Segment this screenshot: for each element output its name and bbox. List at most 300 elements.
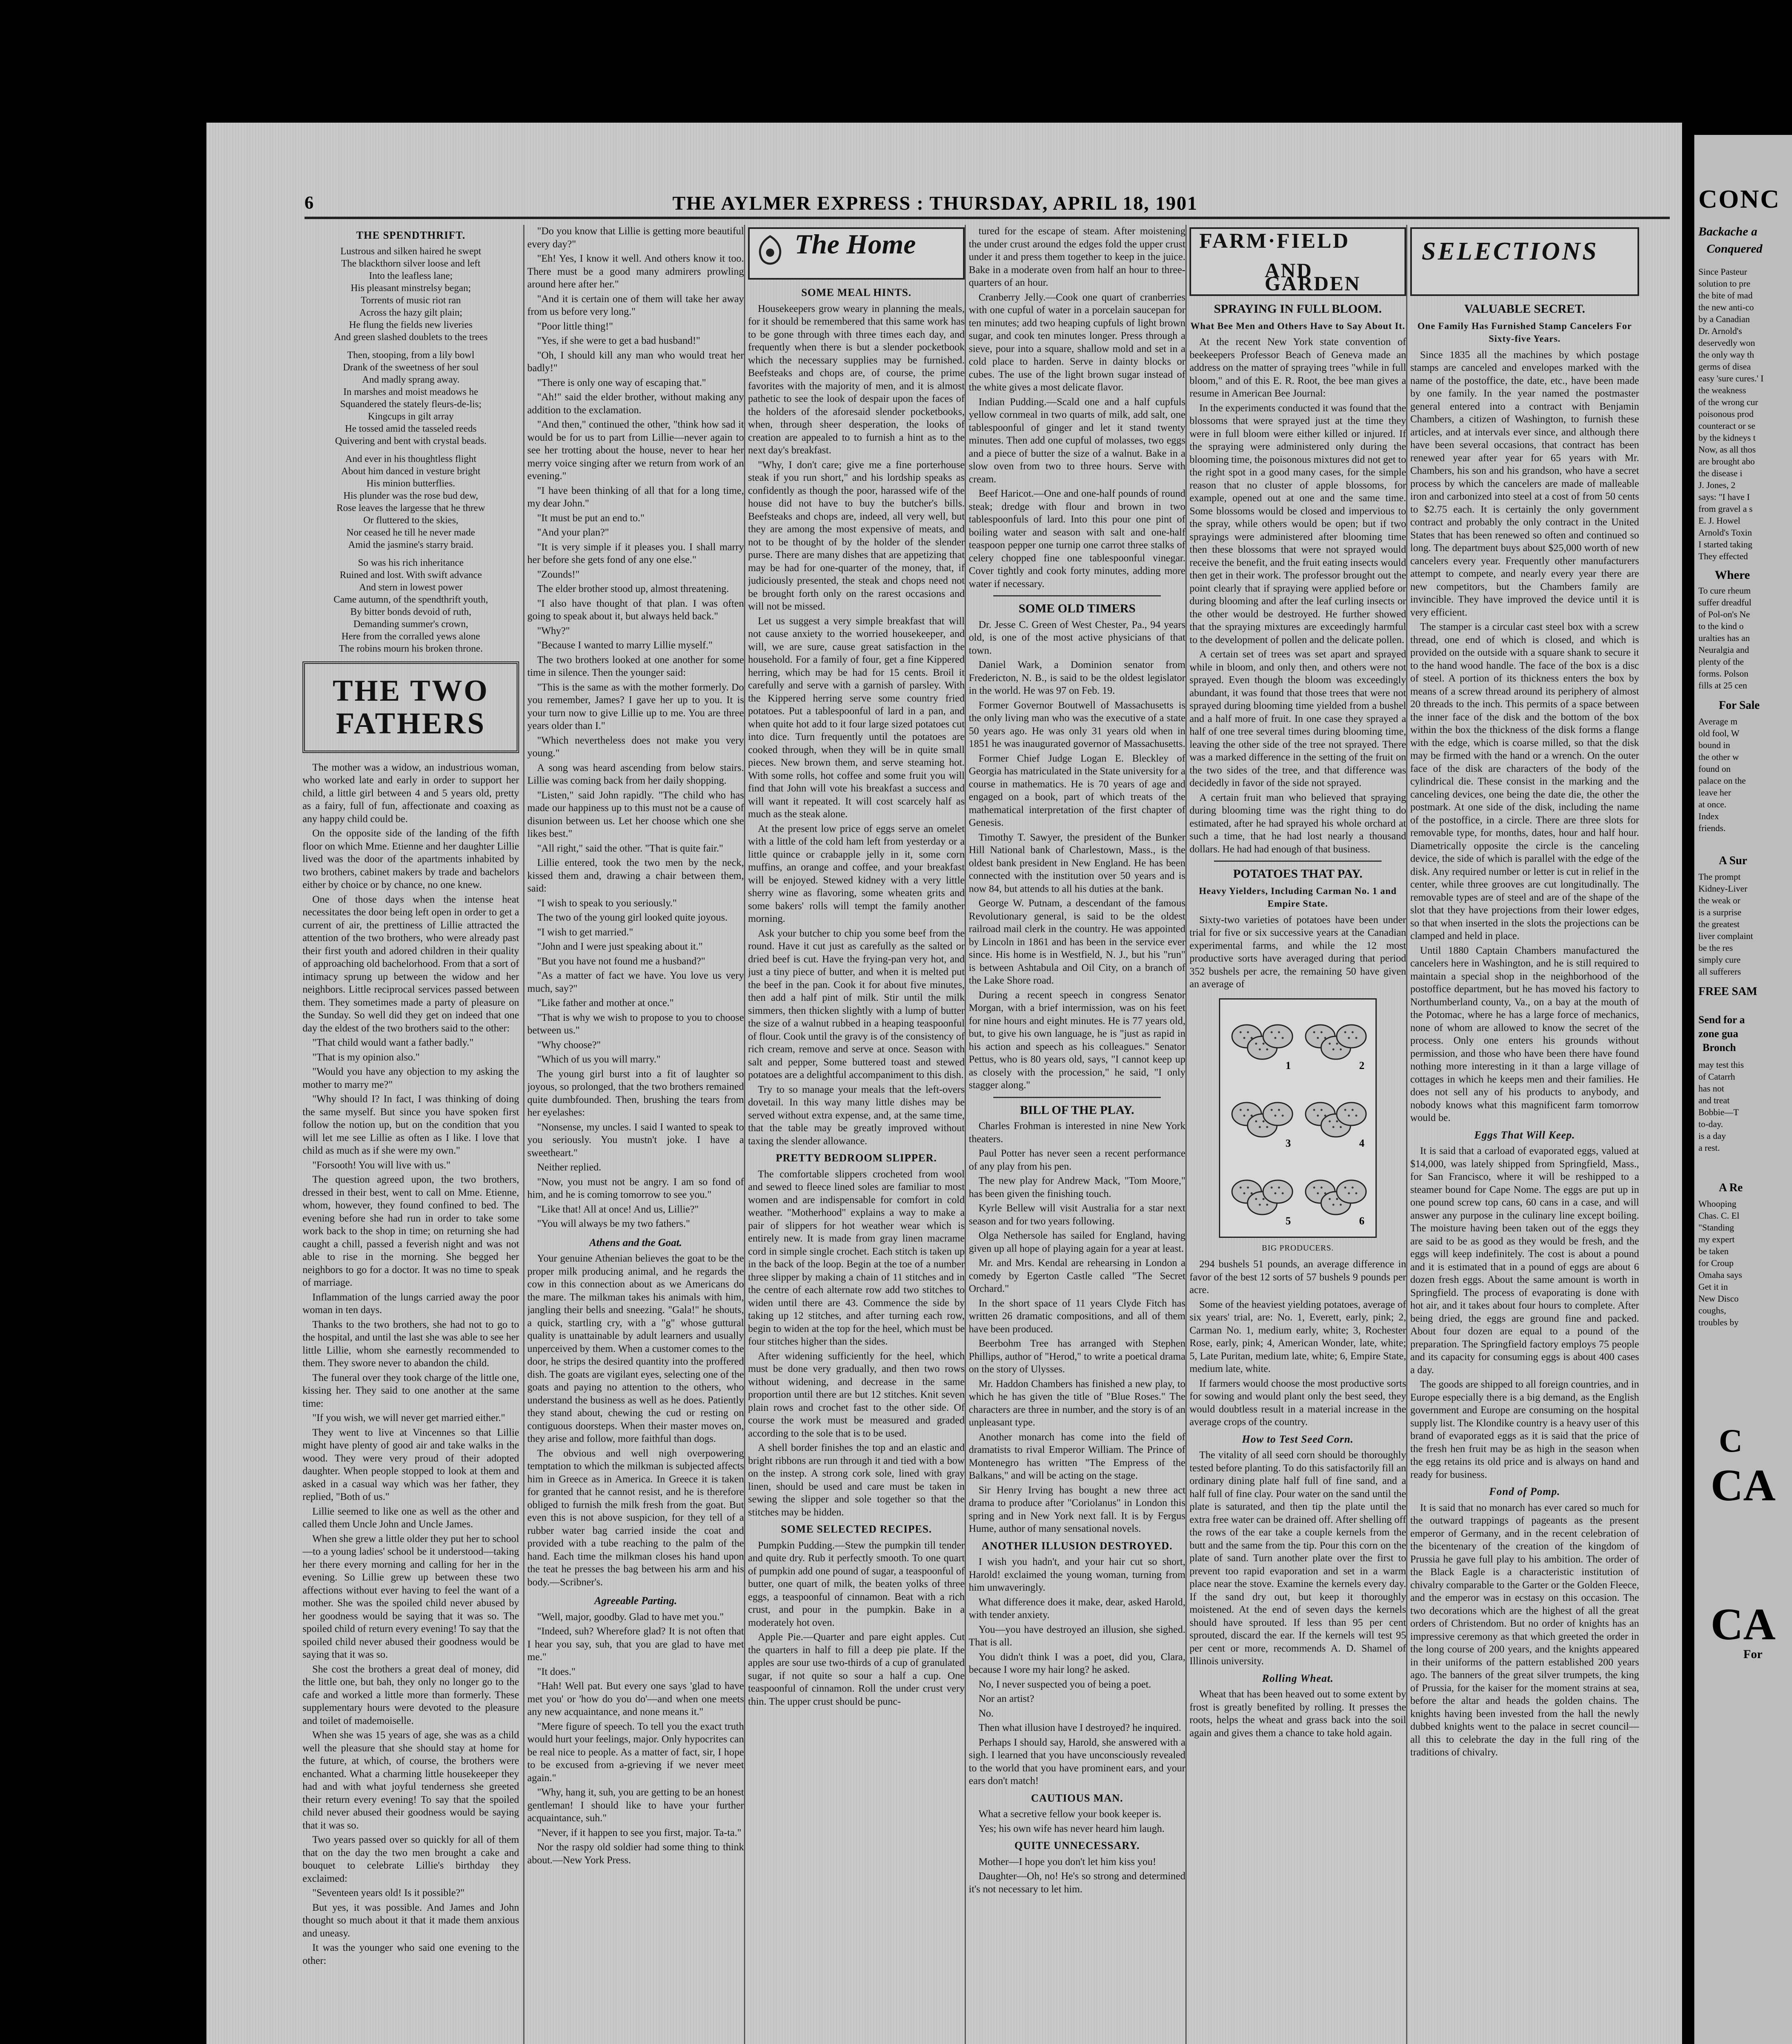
potato-eye <box>1278 1109 1280 1111</box>
text-line: the only way th <box>1698 350 1754 360</box>
poem-title: THE SPENDTHRIFT. <box>356 229 466 241</box>
text-line: a rest. <box>1698 1143 1720 1153</box>
text-line: bound in <box>1698 740 1730 750</box>
text-line: Chas. C. El <box>1698 1210 1740 1221</box>
paragraph: Some of the heaviest yielding potatoes, average of six years' trial, are: No. 1, Everett, early, pink; 2, Carman No. 1, medium early, white; 3, Rochester Rose, early, pink; 4, American Wonder, late, white; 5, Late Puritan, medium late, white; 6, Empire State, medium late, white. <box>1189 1299 1406 1374</box>
poem-line: Into the leafless lane; <box>369 270 453 281</box>
potato-eye <box>1263 1198 1265 1200</box>
paragraph: "That child would want a father badly." <box>312 1037 474 1048</box>
text-line: of the wrong cur <box>1698 397 1758 407</box>
paragraph: "Eh! Yes, I know it well. And others know it too. There must be a good many admirers prowling around here after her." <box>527 253 744 290</box>
potato-eye <box>1243 1114 1245 1116</box>
paragraph: Apple Pie.—Quarter and pare eight apples. Cut the quarters in half to fill a deep pie plate. If the apples are sour use two-thirds of a cup of granulated sugar, if not quite so sour a half a cup. One teaspoonful of cinnamon. Roll the under crust very thin. The upper crust should be punc- <box>748 1632 965 1707</box>
paragraph: If farmers would choose the most productive sorts for sowing and would plant only the best seed, they would doubtless result in a material increase in the average crops of the country. <box>1189 1378 1406 1428</box>
recipe-continued: tured for the escape of steam. After moistening the under crust around the edges fold the upper crust under it and press them together to keep in the juice. Bake in a moderate oven from half an hour to three-quarters of an hour. <box>969 226 1185 288</box>
text-line: germs of disea <box>1698 361 1751 372</box>
poem-spendthrift <box>302 245 519 655</box>
poem-line: Amid the jasmine's starry braid. <box>348 539 474 550</box>
paragraph: "Yes, if she were to get a bad husband!" <box>537 335 701 346</box>
selections-logo-text: SELECTIONS <box>1422 238 1599 265</box>
article-valuable-secret <box>1410 349 1639 1125</box>
potato-eye <box>1271 1031 1273 1033</box>
potato-eye <box>1240 1031 1242 1033</box>
text-line: by a Canadian <box>1698 314 1750 324</box>
article-agreeable-parting <box>527 1611 744 1867</box>
potato-eye <box>1329 1042 1331 1044</box>
potato-shape <box>1263 1180 1292 1203</box>
potato-label: 4 <box>1359 1137 1364 1149</box>
paragraph: 294 bushels 51 pounds, an average difference in favor of the best 12 sorts of 57 bushels 9 pounds per acre. <box>1189 1259 1406 1295</box>
adjacent-heading-send: Send for a <box>1698 1014 1745 1026</box>
column-3 <box>748 225 965 2044</box>
paragraph: The question agreed upon, the two brothers, dressed in their best, went to call on Mme. Etienne, whom, however, they found confined to bed. The evening before she had run in order to take some work back to the shop in time; on returning she had caught a chill, passed a feverish night and was not able to rise in the morning. She begged her neighbors to go for a doctor. It was no time to speak of marriage. <box>302 1174 519 1288</box>
paragraph: "There is only one way of escaping that." <box>537 377 706 388</box>
paragraph: "I wish to speak to you seriously." <box>537 897 677 909</box>
paragraph: "Which nevertheless does not make you very young." <box>527 735 744 759</box>
paragraph: "And it is certain one of them will take her away from us before very long." <box>527 293 744 317</box>
column-6 <box>1410 225 1639 2044</box>
paragraph: In the experiments conducted it was found that the blossoms that were sprayed just at the time they were in full bloom were either killed or injured. If the spraying were administered only during the blooming time, the poisonous mixtures did not get to the right spot in a good many cases, for the simple reason that no cluster of apple blossoms, for example, opened out at one and the same time. Some blossoms would be closed and impervious to the spray, while others would be open; but if two sprayings were administered after blooming time then these blossoms that were not sprayed would receive the benefit, and the fruit eating insects would then get in their work. The professor brought out the point clearly that if spraying were applied before or during blooming and after the leaf curling insects or the other would be destroyed. He further showed that the spraying mixtures are exceedingly harmful to the development of pollen and the delicate pollen. <box>1189 402 1406 645</box>
paragraph: The new play for Andrew Mack, "Tom Moore," has been given the finishing touch. <box>969 1175 1185 1199</box>
paragraph: What a secretive fellow your book keeper is. <box>979 1809 1162 1820</box>
paragraph: Daniel Wark, a Dominion senator from Fredericton, N. B., is said to be the oldest legislator in the world. He was 97 on Feb. 19. <box>969 659 1185 696</box>
text-line: my expert <box>1698 1234 1735 1244</box>
paragraph: They went to live at Vincennes so that Lillie might have plenty of good air and take walks in the wood. They were very proud of their adopted daughter. When people stopped to look at them and asked in a casual way which was her father, they replied, "Both of us." <box>302 1427 519 1502</box>
text-line: plenty of the <box>1698 657 1744 667</box>
masthead-title: THE AYLMER EXPRESS : THURSDAY, APRIL 18, 1901 <box>672 193 1198 214</box>
text-line: says: "I have I <box>1698 492 1750 502</box>
paragraph: "Why choose?" <box>537 1039 601 1051</box>
text-line: suffer dreadful <box>1698 597 1752 607</box>
paragraph: When she was 15 years of age, she was as a child well the pleasure that she should stay at home for the future, at which, of course, the brothers were enchanted. What a charming little housekeeper they had and with what joyful tenderness she greeted their return every evening! To say that the spoiled child never abused their goodness would be saying that it was so. <box>302 1730 519 1831</box>
article-meal-hints <box>748 303 965 1148</box>
article-athens-goat <box>527 1252 744 1589</box>
text-line: friends. <box>1698 823 1726 833</box>
potato-eye <box>1259 1048 1261 1050</box>
story-continued <box>527 225 744 1230</box>
potato-shape <box>1337 1180 1366 1203</box>
poem-line: Rose leaves the largesse that he threw <box>336 502 485 513</box>
paragraph: Let us suggest a very simple breakfast that will not cause anxiety to the worried housekeeper, and will, we are sure, cause great satisfaction in the household. For a family of four, get a fine Kippered herring, which may be had for 15 cents. Broil it carefully and serve with a garnish of parsley. With the Kippered herring serve some country fried potatoes. Put a tablespoonful of lard in a pan, and when quite hot add to it four large sized potatoes cut into dice. Turn frequently until the potatoes are cooked through, when they will be in quite small pieces. New brown them, and serve steaming hot. With some rolls, hot coffee and some fruit you will find that John will vote his breakfast a success and will want it repeated. It will cost scarcely half as much as the steak alone. <box>748 615 965 820</box>
potato-drawing-6 <box>1306 1180 1366 1227</box>
paragraph: No. <box>979 1708 994 1719</box>
paragraph: On the opposite side of the landing of the fifth floor on which Mme. Etienne and her daughter Lillie lived was the door of the apartments inhabited by two brothers, cabinet makers by trade and bachelors either by choice or by chance, no one knew. <box>302 828 519 890</box>
article-old-timers <box>969 619 1185 1092</box>
column-divider <box>1185 225 1187 2044</box>
potato-shape <box>1337 1103 1366 1125</box>
column-divider <box>523 225 524 2044</box>
paragraph: "Why?" <box>537 625 570 637</box>
article-seed-corn <box>1189 1449 1406 1668</box>
heading-potatoes: POTATOES THAT PAY. <box>1233 867 1363 881</box>
poem-line: Here from the corralled yews alone <box>341 631 480 642</box>
potato-drawing <box>1220 1000 1375 1237</box>
potato-label: 3 <box>1286 1137 1291 1149</box>
column-2 <box>527 225 744 2044</box>
poem-line: The blackthorn silver loose and left <box>341 258 481 269</box>
paragraph: "All right," said the other. "That is quite fair." <box>537 843 724 854</box>
article-spraying <box>1189 336 1406 856</box>
text-line: all sufferers <box>1698 966 1741 977</box>
paragraph: George W. Putnam, a descendant of the famous Revolutionary general, is said to be the oldest railroad mail clerk in the country. He was appointed by Lincoln in 1861 and has been in the service ever since. His home is in Westfield, N. J., but his "run" is between Ashtabula and Oil City, on a branch of the Lake Shore road. <box>969 898 1185 986</box>
text-line: the disease i <box>1698 468 1743 478</box>
paragraph: "It must be put an end to." <box>537 512 645 524</box>
poem-line: Nor ceased he till he never made <box>346 527 475 538</box>
potato-eye <box>1317 1192 1319 1194</box>
potato-label: 2 <box>1359 1059 1364 1071</box>
potato-eye <box>1333 1204 1335 1206</box>
paragraph: It is said that a carload of evaporated eggs, valued at $14,000, was lately shipped from Springfield, Mass., for San Francisco, where it will be reshipped to a steamer bound for Cape Nome. The eggs are put up in one pound screw top cans, 60 cans in a case, and will answer any purpose in the culinary line except boiling. The moisture having been taken out of the eggs they are said to be as good as they would be fresh, and the eggs will keep indefinitely. The cost is about a pound and it is estimated that in a pound of eggs are about 6 dozen fresh eggs. About the same amount is worth in Springfield. The process of evaporating is done with hot air, and it takes about four hours to complete. After being dried, the eggs are ground fine and packed. About four dozen are equal to a pound of the preparation. The Springfield factory employs 75 people and its capacity for consuming eggs is about 400 cases a day. <box>1410 1145 1639 1376</box>
poem-line: Came autumn, of the spendthrift youth, <box>334 594 488 605</box>
potato-eye <box>1247 1031 1249 1033</box>
paragraph: "It does." <box>537 1666 576 1677</box>
potato-eye <box>1355 1192 1357 1194</box>
heading-eggs: Eggs That Will Keep. <box>1474 1129 1575 1141</box>
adjacent-ad-3b: For <box>1743 1647 1763 1661</box>
paragraph: "John and I were just speaking about it." <box>537 941 703 952</box>
text-line: Since Pasteur <box>1698 267 1747 277</box>
potato-eye <box>1352 1186 1354 1188</box>
paragraph: Until 1880 Captain Chambers manufactured the cancelers here in Washington, and he is still required to maintain a special shop in the neighborhood of the postoffice department, but he has moved his factory to Northumberland county, Va., on a bay at the mouth of the Potomac, where he has a large force of mechanics, none of whom are allowed to know the secret of the process. Only one enters his grounds without permission, and those who have been there have found nothing more interesting in it than a large village of cottages in which he keeps men and their families. He does not sell any of his products to anybody, and nobody knows what this magnificent farm tomorrow would be. <box>1410 945 1639 1123</box>
header-rule <box>305 217 1670 219</box>
potato-eye <box>1275 1114 1277 1116</box>
potato-eye <box>1266 1048 1268 1050</box>
paragraph: Daughter—Oh, no! He's so strong and determined it's not necessary to let him. <box>969 1871 1185 1895</box>
farm-logo-line2: AND GARDEN <box>1265 259 1361 295</box>
paragraph: The stamper is a circular cast steel box with a screw thread, one end of which is closed, and which is provided on the outside with a square shank to secure it to the hand wood handle. The face of the box is a disc of steel. A portion of its thickness enters the box by means of a screw thread around its periphery of almost 20 threads to the inch. This permits of a space between the inner face of the disk and the bottom of the box within the box the thickness of the disk forms a flange with the edge, which is coarse milled, so that the disk may be firmed with the hand or a wrench. On the outer face of the disk are characters of the body of the cylindrical die. These consist in the marking and the canceling devices, one being the date die, the other the postmark. At one side of the disk, including the name of the postoffice, in a circle. There are three slots for removable type, for months, dates, hour and half hour. Diametrically opposite the circle is the canceling device, the side of which is parallel with the edge of the disk. Any required number or letter is cut in relief in the center, while three grooves are cut longitudinally. The removable types are of steel and are of the shape of the slot that they have projections from their lower edges, so that when inserted in the slots the projections can be clamped and held in place. <box>1410 621 1639 941</box>
poem-line: And madly sprang away. <box>362 374 460 385</box>
paragraph: The funeral over they took charge of the little one, kissing her. They said to one another at the same time: <box>302 1372 519 1409</box>
paragraph: "Well, major, goodby. Glad to have met you." <box>537 1611 724 1623</box>
paragraph: You didn't think I was a poet, did you, Clara, because I wore my hair long? he asked. <box>969 1651 1185 1675</box>
text-line: palace on the <box>1698 775 1746 786</box>
poem-line: So was his rich inheritance <box>358 557 464 568</box>
poem-line: In marshes and moist meadows he <box>343 386 478 397</box>
text-line: coughs, <box>1698 1305 1726 1316</box>
text-line: J. Jones, 2 <box>1698 480 1736 490</box>
potato-eye <box>1333 1126 1335 1128</box>
text-line: I started taking <box>1698 539 1752 549</box>
potato-eye <box>1321 1186 1323 1188</box>
adjacent-headline: CONC <box>1698 184 1781 213</box>
adjacent-heading-zone: zone gua <box>1698 1028 1738 1040</box>
heading-illusion: ANOTHER ILLUSION DESTROYED. <box>981 1540 1173 1552</box>
paragraph: "Would you have any objection to my asking the mother to marry me?" <box>302 1066 519 1090</box>
paragraph: Nor the raspy old soldier had some thing to think about.—New York Press. <box>527 1842 744 1866</box>
potato-label: 6 <box>1359 1215 1364 1227</box>
text-line: Average m <box>1698 716 1738 726</box>
column-divider <box>965 225 966 2044</box>
heading-cautious-man: CAUTIOUS MAN. <box>1031 1792 1123 1804</box>
adjacent-heading-where: Where <box>1715 568 1750 582</box>
paragraph: But yes, it was possible. And James and John thought so much about it that it made them anxious and uneasy. <box>302 1902 519 1939</box>
paragraph: "Forsooth! You will live with us." <box>312 1159 450 1171</box>
potato-eye <box>1313 1186 1315 1188</box>
separator <box>993 595 1161 596</box>
article-selected-recipes <box>748 1539 965 1708</box>
paragraph: "Nonsense, my uncles. I said I wanted to speak to you seriously. You mustn't joke. I have a sweetheart." <box>527 1121 744 1159</box>
potato-eye <box>1352 1109 1354 1111</box>
text-line: old fool, W <box>1698 728 1740 738</box>
paragraph: Lillie entered, took the two men by the neck, kissed them and, drawing a chair between them, said: <box>527 857 744 894</box>
paragraph: At the present low price of eggs serve an omelet with a little of the cold ham left from yesterday or a little quince or crabapple jelly in it, some corn muffins, an orange and coffee, and your breakfast will be enjoyed. Stewed kidney with a very little sherry wine as flavoring, some wheaten grits and some bakers' rolls will tempt the family another morning. <box>748 823 965 924</box>
adjacent-heading-re: A Re <box>1719 1181 1743 1194</box>
paragraph: "Why should I? In fact, I was thinking of doing the same myself. But since you have spoken first follow the notion up, but on the condition that you will let me see Lillie as often as I like. I love that child as much as if she were my own." <box>302 1094 519 1156</box>
paragraph: Try to so manage your meals that the left-overs dovetail. In this way many little dishes may be served without extra expense, and, at the same time, that the table may be greatly improved without taxing the slender allowance. <box>748 1084 965 1147</box>
text-line: Bobbie—T <box>1698 1107 1739 1117</box>
potato-eye <box>1282 1192 1284 1194</box>
farm-field-garden-logo <box>1189 227 1406 296</box>
poem-line <box>302 551 519 557</box>
potato-eye <box>1255 1198 1257 1200</box>
paragraph: The comfortable slippers crocheted from wool and sewed to fleece lined soles are familiar to most women and are indispensable for comfort in cold weather. "Motherhood" explains a way to make a pair of slippers for hot weather wear which is entirely new. It is made from gray linen macrame cord in simple single crochet. Each stitch is taken up in the back of the loop. Begin at the toe of a number three slipper by making a chain of 11 stitches and in the centre of each alternate row add two stitches to widen until there are 43. Commence the side by taking up 12 stitches, and after turning each row, begin to widen at the top for the heel, which must be four stitches higher than the sides. <box>748 1168 965 1347</box>
poem-line: Demanding summer's crown, <box>353 619 468 630</box>
paragraph: The two brothers looked at one another for some time in silence. Then the younger said: <box>527 654 744 678</box>
poem-line: Torrents of music riot ran <box>361 295 461 306</box>
text-line: counteract or se <box>1698 421 1756 431</box>
text-line: the greatest <box>1698 919 1740 929</box>
paragraph: Indian Pudding.—Scald one and a half cupfuls yellow cornmeal in two quarts of milk, add salt, one tablespoonful of ginger and let it stand twenty minutes. Then add one cupful of molasses, two eggs and a piece of butter the size of a walnut. Bake in a slow oven from two to three hours. Serve with cream. <box>969 396 1185 485</box>
ornament-icon <box>754 233 786 272</box>
paragraph: Ask your butcher to chip you some beef from the round. Have it cut just as carefully as the salted or dried beef is cut. Have the frying-pan very hot, and just a tiny piece of butter, and when it is melted put the beef in the pan. Cook it for about five minutes, then add a half pint of milk. Stir until the milk simmers, then thicken slightly with a lump of butter the size of a walnut rubbed in a heaping teaspoonful of flour. Cook until the gravy is of the consistency of rich cream, remove and serve at once. Season with salt and pepper, Some buttered toast and stewed potatoes are a delightful accompaniment to this dish. <box>748 928 965 1080</box>
potato-eye <box>1344 1186 1346 1188</box>
article-recipes-more <box>969 291 1185 591</box>
potato-eye <box>1340 1126 1342 1128</box>
potato-eye <box>1336 1198 1338 1200</box>
text-line: forms. Polson <box>1698 668 1749 679</box>
poem-line: Lustrous and silken haired he swept <box>340 246 482 257</box>
potato-eye <box>1271 1186 1273 1188</box>
paragraph: Housekeepers grow weary in planning the meals, for it should be remembered that this same work has to be gone through with three times each day, and frequently when there is but a slender pocketbook which the necessary supplies may be furnished. Beefsteaks and chops are, of course, the prime favorites with the majority of men, and it is almost pathetic to see the look of despair upon the faces of the holders of the aforesaid slender pocketbooks, when, through sheer desperation, the looks of creation are appealed to to furnish a hint as to the next day's breakfast. <box>748 303 965 456</box>
paragraph: "Never, if it happen to see you first, major. Ta-ta." <box>537 1827 741 1838</box>
text-line: Neuralgia and <box>1698 645 1749 655</box>
paragraph: Two years passed over so quickly for all of them that on the day the two men brought a cake and bouquet to celebrate Lillie's birthday they exclaimed: <box>302 1834 519 1884</box>
heading-bill-of-play: BILL OF THE PLAY. <box>1020 1103 1134 1117</box>
text-line: has not <box>1698 1083 1724 1094</box>
adjacent-ad-3: CA <box>1711 1599 1776 1649</box>
adjacent-heading-bronch: Bronch <box>1702 1042 1736 1053</box>
text-line: by the kidneys t <box>1698 433 1756 443</box>
potato-eye <box>1275 1192 1277 1194</box>
potato-eye <box>1263 1120 1265 1122</box>
column-divider <box>744 225 745 2044</box>
paragraph: When she grew a little older they put her to school—to a young ladies' school be it understood—taking her there every morning and calling for her in the evening. So Lillie grew up between these two affections without ever having to feel the want of a mother. She was the spoiled child never abused by her goodness would be saying that it was so. The spoiled child of return every evening! To say that the spoiled child never abused their goodness would be saying that it was so. <box>302 1533 519 1660</box>
paragraph: Since 1835 all the machines by which postage stamps are canceled and envelopes marked with the name of the postoffice, the date, etc., have been made by one family. In the year named the postmaster general entered into a contract with Benjamin Chambers, a citizen of Washington, to furnish these articles, and at intervals ever since, and although there have been several occasions, that contract has been renewed year after year for 65 years with Mr. Chambers, his son and his grandson, who have a secret process by which the cancelers are made of malleable iron and carbonized into steel at a cost of from 50 cents to $2.75 each. It is certainly the only government contract and probably the only contract in the United States that has been renewed so often and continued so long. The department buys about $25,000 worth of new cancelers every year. Frequently other manufacturers attempt to compete, and nearly every year there are new competitors, but the Chambers family are invincible. They have improved the device until it is very efficient. <box>1410 349 1639 618</box>
paragraph: Thanks to the two brothers, she had not to go to the hospital, and until the last she was able to see her little Lillie, whom she earnestly recommended to them. They swore never to abandon the child. <box>302 1319 519 1369</box>
text-line: poisonous prod <box>1698 409 1754 419</box>
poem-line: Kingcups in gilt array <box>368 411 454 422</box>
paragraph: Pumpkin Pudding.—Stew the pumpkin till tender and quite dry. Rub it perfectly smooth. To one quart of pumpkin add one pound of sugar, a teaspoonful of butter, one quart of milk, the beaten yolks of three eggs, a teaspoonful of cinnamon. Beat with a rich crust, and pour in the pumpkin. Bake in a moderately hot oven. <box>748 1540 965 1628</box>
paragraph: Kyrle Bellew will visit Australia for a star next season and for two years following. <box>969 1203 1185 1227</box>
potato-eye <box>1336 1042 1338 1044</box>
text-line: is a surprise <box>1698 907 1742 917</box>
text-line: easy 'sure cures.' I <box>1698 373 1764 383</box>
poem-line: And green slashed doublets to the trees <box>334 332 488 343</box>
text-line: E. J. Howel <box>1698 515 1740 526</box>
text-line: Arnold's Toxin <box>1698 527 1752 538</box>
adjacent-body <box>1698 266 1790 562</box>
paragraph: It is said that no monarch has ever cared so much for the outward trappings of pageants as the present emperor of Germany, and in the recent celebration of the bicentenary of the creation of the kingdom of Prussia he gave full play to his ambition. The order of the Black Eagle is a characteristic institution of chivalry comparable to the Garter or the Golden Fleece, and the emperor was in ecstasy on this occasion. The two decorations which are the highest of all the great orders of Christendom. But no order of knights has an impressive ceremony as that which greeted the order in the long course of 200 years, and the knights appeared in their uniforms of the pattern established 200 years ago. The banners of the great silver trumpets, the king of Prussia, for the kaiser for the moment strains at sea, before the altar and heads the golden chains. The knights having been invested from the hall the newly dubbed knights went to the palace in secret council—all this to celebrate the day in the full ring of the traditions of chivalry. <box>1410 1502 1639 1758</box>
paragraph: Sir Henry Irving has bought a new three act drama to produce after "Coriolanus" in London this spring and in New York next fall. It is by Fergus Hume, author of many sensational novels. <box>969 1484 1185 1534</box>
paragraph: One of those days when the intense heat necessitates the door being left open in order to get a current of air, the prettiness of Lillie attracted the attention of the two brothers, who were already past their first youth and adored children in their quality of approaching old bachelorhood. From that a sort of intimacy sprung up between the widow and her neighbors. Little reciprocal services passed between them. They sometimes made a party of pleasure on the Sunday. So well did they get on indeed that one day the eldest of the two brothers said to the other: <box>302 894 519 1034</box>
paragraph: "Indeed, suh? Wherefore glad? It is not often that I hear you say, suh, that you are glad to have met me." <box>527 1626 744 1663</box>
subheading-valuable-secret: One Family Has Furnished Stamp Cancelers For Sixty-five Years. <box>1417 320 1632 344</box>
potato-shape <box>1263 1103 1292 1125</box>
potato-eye <box>1340 1204 1342 1206</box>
paragraph: The obvious and well nigh overpowering temptation to which the milkman is subjected affects him in Greece as in America. In Greece it is taken for granted that he cannot resist, and he is therefore obliged to furnish the milk fresh from the goat. But even this is not above suspicion, for they tell of a rubber water bag carried inside the coat and provided with a tube reaching to the palm of the hand. Each time the milkman closes his hand upon the teat he presses the bag between his arm and his body.—Scribner's. <box>527 1448 744 1588</box>
potato-eye <box>1243 1192 1245 1194</box>
potato-label: 5 <box>1286 1215 1291 1227</box>
potato-eye <box>1329 1120 1331 1122</box>
potato-eye <box>1355 1037 1357 1039</box>
paragraph: "You will always be my two fathers." <box>537 1218 690 1229</box>
paragraph: The mother was a widow, an industrious woman, who worked late and early in order to support her child, a little girl between 4 and 5 years old, pretty as a fairy, full of fun, affectionate and coaxing as any happy child could be. <box>302 762 519 825</box>
paragraph: "And your plan?" <box>537 527 609 538</box>
paragraph: A song was heard ascending from below stairs. Lillie was coming back from her daily shopping. <box>527 762 744 786</box>
paragraph: Paul Potter has never seen a recent performance of any play from his pen. <box>969 1148 1185 1172</box>
article-bill-of-play <box>969 1120 1185 1535</box>
subheading-spraying: What Bee Men and Others Have to Say About It. <box>1190 320 1405 331</box>
potato-eye <box>1344 1031 1346 1033</box>
paragraph: Beerbohm Tree has arranged with Stephen Phillips, author of "Herod," to write a poetical drama on the story of Ulysses. <box>969 1338 1185 1375</box>
potato-eye <box>1266 1204 1268 1206</box>
paragraph: "That is why we wish to propose to you to choose between us." <box>527 1012 744 1036</box>
adjacent-body-6 <box>1698 1059 1790 1154</box>
text-line: the new anti-co <box>1698 302 1754 312</box>
paragraph: "Like father and mother at once." <box>537 997 674 1009</box>
article-eggs <box>1410 1145 1639 1481</box>
column-1 <box>302 225 519 2044</box>
text-line: may test this <box>1698 1060 1744 1070</box>
paragraph: Mother—I hope you don't let him kiss you! <box>979 1856 1156 1867</box>
paragraph: "I wish to get married." <box>537 926 633 938</box>
heading-old-timers: SOME OLD TIMERS <box>1018 602 1136 615</box>
paragraph: Timothy T. Sawyer, the president of the Bunker Hill National bank of Charlestown, Mass., is the oldest bank president in New England. He has been connected with the institution over 50 years and is now 84, but attends to all his duties at the bank. <box>969 831 1185 894</box>
potato-label: 1 <box>1286 1059 1291 1071</box>
paragraph: Mr. Haddon Chambers has finished a new play, to which he has given the title of "Blue Roses." The characters are three in number, and the story is of an unpleasant type. <box>969 1378 1185 1428</box>
text-line: be the res <box>1698 943 1733 953</box>
paragraph: Then what illusion have I destroyed? he inquired. <box>979 1722 1181 1733</box>
paragraph: The vitality of all seed corn should be thoroughly tested before planting. To do this satisfactorily fill an ordinary dining plate half full of fine sand, and a half full of fine clay. Pour water on the sand until the plate is saturated, and then tip the plate until the extra free water can be drained off. After shelling off the rows of the ear take a couple kernels from the butt and the same from the tip. Pour this corn on the plate of sand. Turn another plate over the first to prevent too rapid evaporation and set in a warm place near the stove. Examine the kernels every day. If the sand dry out, but keep it thoroughly moistened. At the end of seven days the kernels should have sprouted. If less than 95 per cent sprouted, discard the ear. If the kernels will test 95 per cent or more, recommends A. D. Shamel of Illinois university. <box>1189 1450 1406 1667</box>
potato-eye <box>1340 1048 1342 1050</box>
text-line: fills at 25 cen <box>1698 680 1747 690</box>
paragraph: "Hah! Well pat. But every one says 'glad to have met you' or 'how do you do'—and when one meets any new acquaintance, and none means it." <box>527 1681 744 1717</box>
potato-eye <box>1259 1126 1261 1128</box>
poem-line: Quivering and bent with crystal beads. <box>335 435 487 446</box>
text-line: are brought abo <box>1698 456 1755 466</box>
home-logo-text: The Home <box>795 229 916 260</box>
text-line: the weak or <box>1698 895 1740 905</box>
potato-eye <box>1313 1109 1315 1111</box>
potato-eye <box>1352 1031 1354 1033</box>
heading-meal-hints: SOME MEAL HINTS. <box>801 287 912 298</box>
poem-line: Ruined and lost. With swift advance <box>340 569 482 580</box>
adjacent-body-2 <box>1698 585 1790 691</box>
paragraph: Mr. and Mrs. Kendal are rehearsing in London a comedy by Egerton Castle called "The Secret Orchard." <box>969 1257 1185 1294</box>
potatoes-intro: Sixty-two varieties of potatoes have been under trial for five or six successive years at the Canadian experimental farms, and while the 12 most productive sorts have averaged during that period 352 bushels per acre, the remaining 50 have given an average of <box>1189 914 1406 990</box>
paragraph: "I also have thought of that plan. I was often going to speak about it, but always held back." <box>527 598 744 622</box>
potato-eye <box>1278 1186 1280 1188</box>
paragraph: The elder brother stood up, almost threatening. <box>537 583 729 594</box>
poem-line <box>302 343 519 349</box>
potato-shape <box>1263 1025 1292 1048</box>
poem-line: By bitter bonds devoid of ruth, <box>350 606 471 617</box>
paragraph: "Which of us you will marry." <box>537 1054 661 1065</box>
poem-line: Across the hazy gilt plain; <box>359 307 462 318</box>
text-line: leave her <box>1698 787 1731 798</box>
paragraph: Beef Haricot.—One and one-half pounds of round steak; dredge with flour and brown in two tablespoonfuls of lard. Into this pour one pint of boiling water and season with salt and one-half teaspoon pepper one turnip one carrot three stalks of celery chopped fine one tablespoonful vinegar. Cover tightly and cook forty minutes, adding more water if necessary. <box>969 488 1185 589</box>
poem-line: The robins mourn his broken throne. <box>339 643 483 654</box>
article-potatoes <box>1189 1258 1406 1429</box>
paragraph: "Do you know that Lillie is getting more beautiful every day?" <box>527 226 744 250</box>
potato-eye <box>1313 1031 1315 1033</box>
text-line: found on <box>1698 764 1731 774</box>
paragraph: During a recent speech in congress Senator Morgan, with a brief intermission, was on his feet for nine hours and eight minutes. He is 77 years old, but, to give his own language, he is "just as rapid in his action and speech as his colleagues." Senator Pettus, who is 80 years old, says, "I cannot keep up as closely with the procession," he said, "I only stagger along." <box>969 989 1185 1091</box>
potato-shape <box>1337 1025 1366 1048</box>
potato-eye <box>1271 1109 1273 1111</box>
text-line: the bite of mad <box>1698 290 1753 300</box>
paragraph: Olga Nethersole has sailed for England, having given up all hope of playing again for a year at least. <box>969 1230 1185 1254</box>
text-line: is a day <box>1698 1131 1726 1141</box>
article-fond-of-pomp <box>1410 1502 1639 1759</box>
paragraph: She cost the brothers a great deal of money, did the little one, but bah, they only no longer go to the cafe and worked a little more than formerly. These supplementary hours were devoted to the pleasure and toilet of mademoiselle. <box>302 1663 519 1726</box>
paragraph: It was the younger who said one evening to the other: <box>302 1942 519 1966</box>
text-line: of Catarrh <box>1698 1071 1735 1082</box>
poem-line: His plunder was the rose bud dew, <box>343 490 478 501</box>
column-4 <box>969 225 1185 2044</box>
text-line: from gravel a s <box>1698 504 1753 514</box>
paragraph: "Zounds!" <box>537 569 580 580</box>
heading-rolling-wheat: Rolling Wheat. <box>1262 1672 1334 1684</box>
paragraph: "Like that! All at once! And us, Lillie?" <box>537 1204 699 1215</box>
text-line: "Standing <box>1698 1222 1734 1233</box>
potato-eye <box>1329 1198 1331 1200</box>
text-line: Dr. Arnold's <box>1698 326 1742 336</box>
paragraph: "If you wish, we will never get married either." <box>312 1412 505 1423</box>
article-illusion <box>969 1555 1185 1788</box>
adjacent-page <box>1694 135 1792 2044</box>
selections-logo <box>1410 227 1639 296</box>
paragraph: I wish you hadn't, and your hair cut so short, Harold! exclaimed the young woman, turning from him unwaveringly. <box>969 1556 1185 1593</box>
text-line: the weakness <box>1698 385 1746 395</box>
poem-line: Drank of the sweetness of her soul <box>343 362 479 373</box>
potato-eye <box>1348 1114 1350 1116</box>
paragraph: Perhaps I should say, Harold, she answered with a sigh. I learned that you have unconsciously revealed to the world that you have prominent ears, and your ears don't match! <box>969 1737 1185 1786</box>
paragraph: "This is the same as with the mother formerly. Do you remember, James? I gave her up to you. It is your turn now to give Lillie up to me. You are three years older than I." <box>527 681 744 731</box>
text-line: troubles by <box>1698 1317 1739 1327</box>
potato-drawing-2 <box>1306 1025 1366 1071</box>
text-line: for Croup <box>1698 1258 1734 1268</box>
paragraph: "Why, hang it, suh, you are getting to be an honest gentleman! I should like to have your further acquaintance, suh." <box>527 1787 744 1824</box>
paragraph: "But you have not found me a husband?" <box>537 955 706 967</box>
paragraph: You—you have destroyed an illusion, she sighed. That is all. <box>969 1624 1185 1648</box>
potato-drawing-5 <box>1232 1180 1292 1227</box>
text-line: be taken <box>1698 1246 1729 1256</box>
poem-line: Or fluttered to the skies, <box>363 515 459 526</box>
poem-line: Then, stooping, from a lily bowl <box>347 350 475 361</box>
text-line: The prompt <box>1698 872 1741 882</box>
text-line: Whooping <box>1698 1199 1736 1209</box>
potato-drawing-3 <box>1232 1103 1292 1149</box>
poem-line: Squandered the stately fleurs-de-lis; <box>340 399 482 410</box>
article-cautious-man <box>969 1808 1185 1835</box>
story-title: THE TWO FATHERS <box>332 674 489 740</box>
adjacent-body-7 <box>1698 1198 1790 1328</box>
paragraph: No, I never suspected you of being a poet. <box>979 1679 1151 1690</box>
potato-eye <box>1348 1037 1350 1039</box>
potato-eye <box>1348 1192 1350 1194</box>
heading-athens-goat: Athens and the Goat. <box>589 1236 682 1248</box>
